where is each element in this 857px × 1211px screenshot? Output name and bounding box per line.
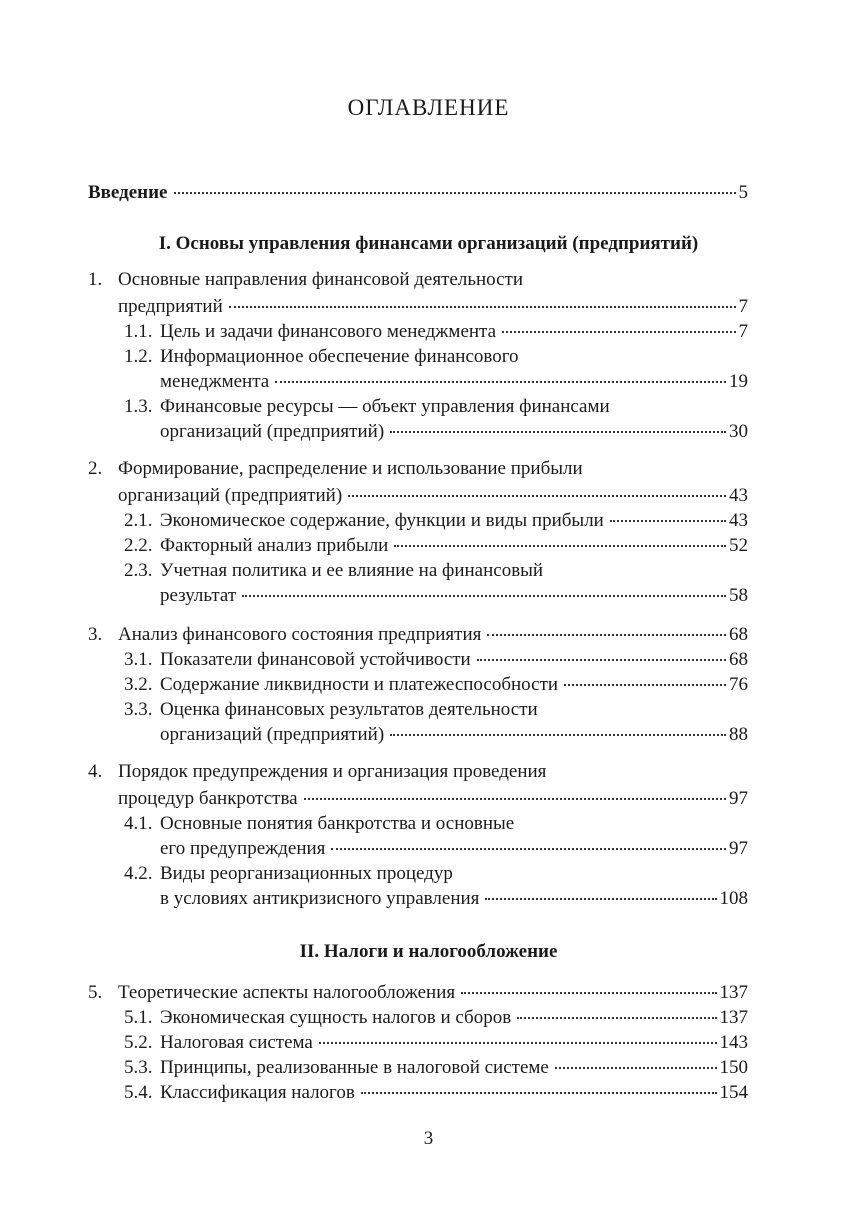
dot-leader <box>502 331 735 333</box>
toc-page-number: 19 <box>729 371 748 392</box>
dot-leader <box>564 684 726 686</box>
toc-entry-number: 1. <box>88 269 103 290</box>
toc-page-number: 97 <box>729 788 748 809</box>
toc-entry-number: 1.3. <box>124 396 153 417</box>
toc-page-number: 137 <box>719 1007 748 1028</box>
toc-entry-number: 3.3. <box>124 699 153 720</box>
part-heading-1: I. Основы управления финансами организаций (предприятий) <box>158 233 699 254</box>
toc-entry-number: 5. <box>88 982 103 1003</box>
toc-page-number: 52 <box>729 535 748 556</box>
dot-leader <box>390 431 726 433</box>
toc-entry-text: менеджмента <box>160 371 270 392</box>
toc-chapter-2-line2[interactable] <box>118 485 748 507</box>
toc-section-2-3-line2[interactable] <box>160 585 748 607</box>
dot-leader <box>390 734 726 736</box>
toc-entry-text: Экономическое содержание, функции и виды прибыли <box>160 510 604 531</box>
dot-leader <box>555 1067 717 1069</box>
toc-entry-text: Налоговая система <box>160 1032 313 1053</box>
toc-entry-text: организаций (предприятий) <box>160 421 385 442</box>
toc-section-3-3-line1[interactable] <box>124 699 538 721</box>
dot-leader <box>485 898 716 900</box>
toc-entry-text: Информационное обеспечение финансового <box>160 346 519 367</box>
toc-entry-number: 5.3. <box>124 1057 153 1078</box>
toc-chapter-5[interactable] <box>88 982 748 1004</box>
dot-leader <box>174 192 736 194</box>
toc-page-number: 68 <box>729 624 748 645</box>
toc-chapter-1-line2[interactable] <box>118 296 748 318</box>
toc-section-4-1-line2[interactable] <box>160 838 748 860</box>
toc-entry-text: Факторный анализ прибыли <box>160 535 389 556</box>
toc-entry-text: Принципы, реализованные в налоговой системе <box>160 1057 549 1078</box>
toc-entry-text: Анализ финансового состояния предприятия <box>118 624 482 645</box>
toc-entry-number: 3.2. <box>124 674 153 695</box>
toc-section-4-2-line1[interactable] <box>124 863 453 885</box>
toc-section-1-1[interactable] <box>124 321 748 343</box>
toc-entry-text: организаций (предприятий) <box>160 724 385 745</box>
toc-entry-number: 2.3. <box>124 560 153 581</box>
toc-page-number: 7 <box>738 321 748 342</box>
dot-leader <box>477 659 726 661</box>
toc-entry-text: Экономическая сущность налогов и сборов <box>160 1007 512 1028</box>
toc-page-number: 76 <box>729 674 748 695</box>
dot-leader <box>304 798 726 800</box>
toc-entry-text: организаций (предприятий) <box>118 485 343 506</box>
toc-section-3-3-line2[interactable] <box>160 724 748 746</box>
toc-page-number: 97 <box>729 838 748 859</box>
toc-entry-text: Основные направления финансовой деятельности <box>118 269 524 290</box>
toc-section-3-1[interactable] <box>124 649 748 671</box>
toc-entry-text: Теоретические аспекты налогообложения <box>118 982 456 1003</box>
toc-chapter-4-line1[interactable] <box>88 761 546 783</box>
part-heading-2: II. Налоги и налогообложение <box>299 941 558 962</box>
toc-entry-number: 5.4. <box>124 1082 153 1103</box>
toc-entry-number: 5.2. <box>124 1032 153 1053</box>
toc-page-number: 5 <box>738 182 748 203</box>
toc-page-number: 58 <box>729 585 748 606</box>
toc-entry-text: предприятий <box>118 296 223 317</box>
toc-page-number: 108 <box>719 888 748 909</box>
toc-page-number: 137 <box>719 982 748 1003</box>
toc-entry-text: процедур банкротства <box>118 788 298 809</box>
toc-section-5-3[interactable] <box>124 1057 748 1079</box>
toc-entry-text: Основные понятия банкротства и основные <box>160 813 515 834</box>
toc-section-2-2[interactable] <box>124 535 748 557</box>
toc-entry-number: 2.2. <box>124 535 153 556</box>
toc-page-number: 30 <box>729 421 748 442</box>
dot-leader <box>229 306 736 308</box>
dot-leader <box>361 1092 717 1094</box>
toc-page-number: 43 <box>729 510 748 531</box>
toc-chapter-2-line1[interactable] <box>88 458 583 480</box>
toc-section-1-2-line2[interactable] <box>160 371 748 393</box>
toc-section-1-2-line1[interactable] <box>124 346 519 368</box>
toc-page-number: 7 <box>738 296 748 317</box>
dot-leader <box>610 520 726 522</box>
toc-section-5-1[interactable] <box>124 1007 748 1029</box>
toc-entry-text: его предупреждения <box>160 838 326 859</box>
page-title: ОГЛАВЛЕНИЕ <box>347 95 510 120</box>
toc-entry-text: в условиях антикризисного управления <box>160 888 480 909</box>
toc-entry-text: Цель и задачи финансового менеджмента <box>160 321 497 342</box>
toc-entry-number: 2.1. <box>124 510 153 531</box>
toc-section-1-3-line1[interactable] <box>124 396 610 418</box>
toc-entry-number: 2. <box>88 458 103 479</box>
toc-section-5-2[interactable] <box>124 1032 748 1054</box>
toc-page-number: 43 <box>729 485 748 506</box>
toc-entry-number: 3.1. <box>124 649 153 670</box>
toc-section-2-1[interactable] <box>124 510 748 532</box>
toc-entry-text: Показатели финансовой устойчивости <box>160 649 471 670</box>
toc-chapter-3[interactable] <box>88 624 748 646</box>
toc-entry-number: 1.1. <box>124 321 153 342</box>
toc-entry-intro[interactable] <box>88 182 748 204</box>
toc-entry-number: 1.2. <box>124 346 153 367</box>
dot-leader <box>348 495 726 497</box>
toc-entry-text: Порядок предупреждения и организация проведения <box>118 761 547 782</box>
toc-section-2-3-line1[interactable] <box>124 560 543 582</box>
toc-entry-text: Виды реорганизационных процедур <box>160 863 453 884</box>
toc-chapter-4-line2[interactable] <box>118 788 748 810</box>
toc-page-number: 88 <box>729 724 748 745</box>
toc-entry-number: 3. <box>88 624 103 645</box>
dot-leader <box>319 1042 717 1044</box>
toc-entry-number: 4.1. <box>124 813 153 834</box>
toc-entry-text: Формирование, распределение и использование прибыли <box>118 458 583 479</box>
toc-section-4-2-line2[interactable] <box>160 888 748 910</box>
toc-section-3-2[interactable] <box>124 674 748 696</box>
toc-page-number: 143 <box>719 1032 748 1053</box>
toc-entry-text: Учетная политика и ее влияние на финансовый <box>160 560 544 581</box>
dot-leader <box>517 1017 716 1019</box>
dot-leader <box>487 634 726 636</box>
toc-section-4-1-line1[interactable] <box>124 813 514 835</box>
dot-leader <box>394 545 726 547</box>
toc-section-1-3-line2[interactable] <box>160 421 748 443</box>
dot-leader <box>461 992 716 994</box>
toc-entry-text: результат <box>160 585 237 606</box>
page-number: 3 <box>423 1128 434 1149</box>
toc-page-number: 154 <box>719 1082 748 1103</box>
toc-chapter-1-line1[interactable] <box>88 269 523 291</box>
toc-entry-text: Оценка финансовых результатов деятельности <box>160 699 538 720</box>
toc-entry-text: Финансовые ресурсы — объект управления финансами <box>160 396 610 417</box>
dot-leader <box>242 595 726 597</box>
toc-entry-text: Классификация налогов <box>160 1082 355 1103</box>
toc-entry-number: 4.2. <box>124 863 153 884</box>
dot-leader <box>275 381 726 383</box>
toc-entry-text: Содержание ликвидности и платежеспособности <box>160 674 559 695</box>
toc-page-number: 68 <box>729 649 748 670</box>
toc-entry-text: Введение <box>88 182 168 203</box>
dot-leader <box>331 848 726 850</box>
toc-section-5-4[interactable] <box>124 1082 748 1104</box>
toc-page-number: 150 <box>719 1057 748 1078</box>
toc-entry-number: 4. <box>88 761 103 782</box>
toc-entry-number: 5.1. <box>124 1007 153 1028</box>
